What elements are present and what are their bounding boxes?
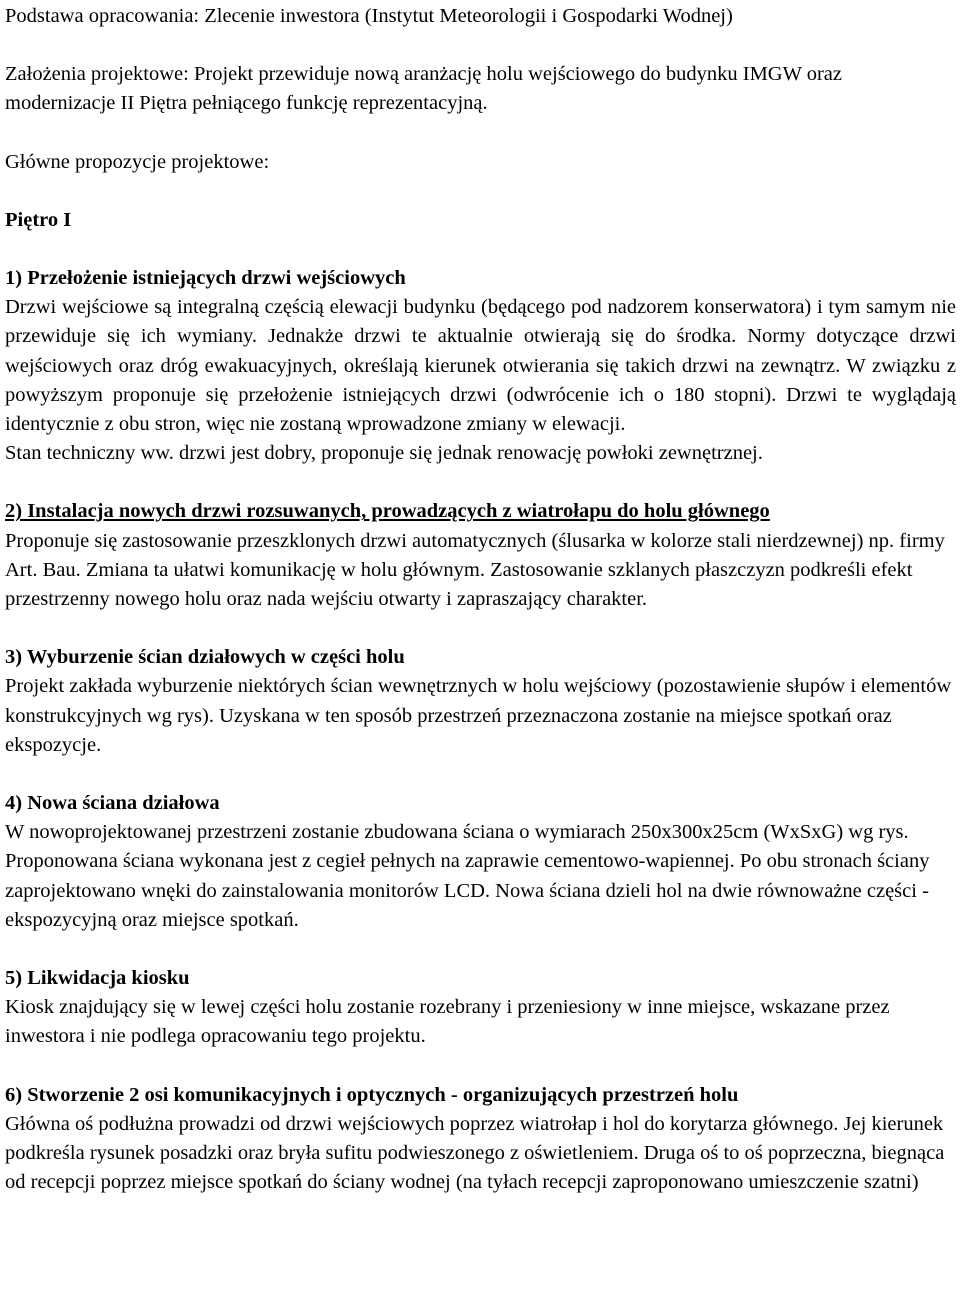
basis-paragraph: Podstawa opracowania: Zlecenie inwestora (Instytut Meteorologii i Gospodarki Wodnej): [5, 5, 733, 27]
section-2-body: Proponuje się zastosowanie przeszklonych drzwi automatycznych (ślusarka w kolorze stali nierdzewnej) np. firmy Art. Bau. Zmiana ta ułatwi komunikację w holu głównym. Zastosowanie szklanych płaszczyzn podkreśli efekt przestrzenny nowego holu oraz nada wejściu otwarty i zapraszający charakter.: [5, 529, 945, 611]
section-3-title: 3) Wyburzenie ścian działowych w części holu: [5, 646, 405, 669]
section-1-extra: Stan techniczny ww. drzwi jest dobry, proponuje się jednak renowację powłoki zewnętrznej.: [5, 442, 763, 465]
section-5: [5, 964, 956, 1052]
section-3: [5, 643, 956, 760]
section-4-body: W nowoprojektowanej przestrzeni zostanie zbudowana ściana o wymiarach 250x300x25cm (WxSxG) wg rys. Proponowana ściana wykonana jest z cegieł pełnych na zaprawie cementowo-wapiennej. Po obu stronach ściany zaprojektowano wnęki do zainstalowania monitorów LCD. Nowa ściana dzieli hol na dwie równoważne części -ekspozycyjną oraz miejsce spotkań.: [5, 821, 930, 931]
section-6-title: 6) Stworzenie 2 osi komunikacyjnych i optycznych - organizujących przestrzeń holu: [5, 1083, 739, 1106]
floor-heading: Piętro I: [5, 208, 72, 231]
section-4: [5, 789, 956, 935]
section-6: [5, 1081, 956, 1198]
main-proposals-label: Główne propozycje projektowe:: [5, 150, 270, 173]
section-1-title: 1) Przełożenie istniejących drzwi wejściowych: [5, 267, 406, 290]
section-1-body: Drzwi wejściowe są integralną częścią elewacji budynku (będącego pod nadzorem konserwatora) i tym samym nie przewiduje się ich wymiany. Jednakże drzwi te aktualnie otwierają się do środka. Normy dotyczące drzwi wejściowych oraz dróg ewakuacyjnych, określają kierunek otwierania się takich drzwi na zewnątrz. W związku z powyższym proponuje się przełożenie istniejących drzwi (odwrócenie ich o 180 stopni). Drzwi te wyglądają identycznie z obu stron, więc nie zostaną wprowadzone zmiany w elewacji.: [5, 296, 956, 436]
section-1: [5, 264, 956, 468]
section-5-title: 5) Likwidacja kiosku: [5, 967, 190, 990]
section-6-body: Główna oś podłużna prowadzi od drzwi wejściowych poprzez wiatrołap i hol do korytarza głównego. Jej kierunek podkreśla rysunek posadzki oraz bryła sufitu podwieszonego z oświetleniem. Druga oś to oś poprzeczna, biegnąca od recepcji poprzez miejsce spotkań do ściany wodnej (na tyłach recepcji zaproponowano umieszczenie szatni): [5, 1112, 945, 1194]
section-2-title: 2) Instalacja nowych drzwi rozsuwanych, prowadzących z wiatrołapu do holu głównego: [5, 500, 770, 523]
section-5-body: Kiosk znajdujący się w lewej części holu zostanie rozebrany i przeniesiony w inne miejsce, wskazane przez inwestora i nie podlega opracowaniu tego projektu.: [5, 996, 890, 1048]
assumptions-paragraph: Założenia projektowe: Projekt przewiduje nową aranżację holu wejściowego do budynku IMGW oraz modernizacje II Piętra pełniącego funkcję reprezentacyjną.: [5, 63, 842, 115]
section-3-body: Projekt zakłada wyburzenie niektórych ścian wewnętrznych w holu wejściowy (pozostawienie słupów i elementów konstrukcyjnych wg rys). Uzyskana w ten sposób przestrzeń przeznaczona zostanie na miejsce spotkań oraz ekspozycje.: [5, 675, 952, 756]
section-4-title: 4) Nowa ściana działowa: [5, 792, 220, 815]
section-2: [5, 497, 956, 614]
